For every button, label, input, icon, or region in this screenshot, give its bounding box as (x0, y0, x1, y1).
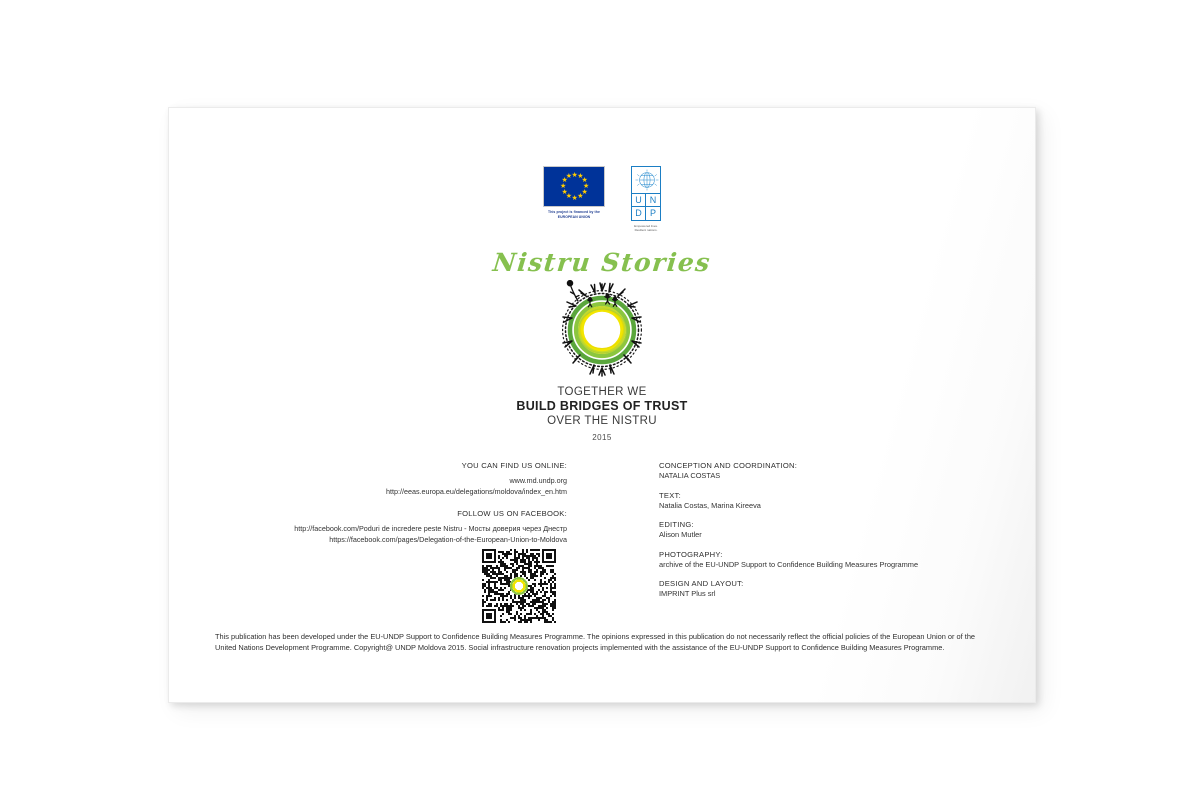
brand-title: Nistru Stories (491, 248, 713, 277)
undp-caption-line-2: Resilient nations. (634, 228, 658, 232)
undp-logo-block (629, 166, 663, 232)
undp-globe-icon (632, 167, 660, 194)
european-union-flag-icon (543, 166, 605, 207)
online-heading: YOU CAN FIND US ONLINE: (461, 461, 567, 470)
emblem-container (169, 280, 1035, 380)
qr-code[interactable] (482, 549, 556, 623)
facebook-link-poduri[interactable]: http://facebook.com/Poduri de incredere peste Nistru - Мосты доверия через Днестр (294, 524, 567, 533)
website-link-undp[interactable]: www.md.undp.org (509, 476, 567, 485)
credit-editing (659, 519, 1027, 541)
undp-letters (632, 194, 660, 220)
tagline-line-1: TOGETHER WE (557, 386, 647, 398)
eu-caption-line-2: EUROPEAN UNION (557, 214, 591, 219)
logo-row (169, 166, 1035, 232)
undp-logo-caption (629, 224, 663, 232)
credit-value: Natalia Costas, Marina Kireeva (659, 500, 761, 510)
undp-letter-n: N (646, 194, 660, 207)
tagline-line-3: OVER THE NISTRU (547, 415, 657, 427)
credit-value: IMPRINT Plus srl (659, 589, 716, 598)
facebook-link-eu-delegation[interactable]: https://facebook.com/pages/Delegation-of-the-European-Union-to-Moldova (329, 534, 567, 544)
eu-caption-line-1: This project is financed by the (548, 210, 600, 214)
publication-back-cover-page (168, 107, 1036, 703)
info-columns (169, 460, 1035, 610)
tagline-line-2: BUILD BRIDGES OF TRUST (516, 399, 688, 413)
nistru-stories-circular-emblem-icon (552, 280, 652, 380)
credits-column (659, 460, 1027, 608)
tagline-block (169, 385, 1035, 443)
undp-caption-line-1: Empowered lives. (634, 224, 658, 228)
qr-center-emblem (510, 577, 528, 595)
eu-logo-block (541, 166, 607, 219)
credit-heading: EDITING: (659, 520, 694, 529)
disclaimer-text: This publication has been developed under the EU-UNDP Support to Confidence Building Measures Programme. The opinions expressed in this publication do not necessarily reflect the official policies of the European Union or of the United Nations Development Programme. Copyright@ UNDP Moldova 2015. Social infrastructure renovation projects implemented with the assistance of the EU-UNDP Support to Confidence Building Measures Programme. (215, 632, 976, 652)
contact-column (169, 460, 567, 545)
undp-letter-d: D (632, 207, 646, 220)
credit-photography (659, 549, 1027, 571)
credit-value: archive of the EU-UNDP Support to Confidence Building Measures Programme (659, 559, 919, 569)
undp-letter-p: P (649, 208, 656, 218)
credit-value: NATALIA COSTAS (659, 471, 721, 480)
credit-value: Alison Mutler (659, 530, 702, 539)
credit-heading: TEXT: (659, 490, 681, 500)
credit-heading: CONCEPTION AND COORDINATION: (659, 461, 798, 470)
credit-heading: DESIGN AND LAYOUT: (659, 579, 744, 588)
qr-code-icon[interactable] (482, 549, 556, 623)
credit-design (659, 578, 1027, 600)
credit-conception (659, 460, 1027, 482)
undp-mark (631, 166, 661, 221)
facebook-heading: FOLLOW US ON FACEBOOK: (457, 509, 567, 518)
eu-logo-caption (541, 210, 607, 219)
website-link-eeas[interactable]: http://eeas.europa.eu/delegations/moldova/index_en.htm (385, 486, 567, 496)
credit-text (659, 490, 1027, 512)
credit-heading: PHOTOGRAPHY: (659, 549, 723, 559)
undp-letter-u: U (632, 194, 646, 207)
publication-year: 2015 (592, 433, 612, 442)
